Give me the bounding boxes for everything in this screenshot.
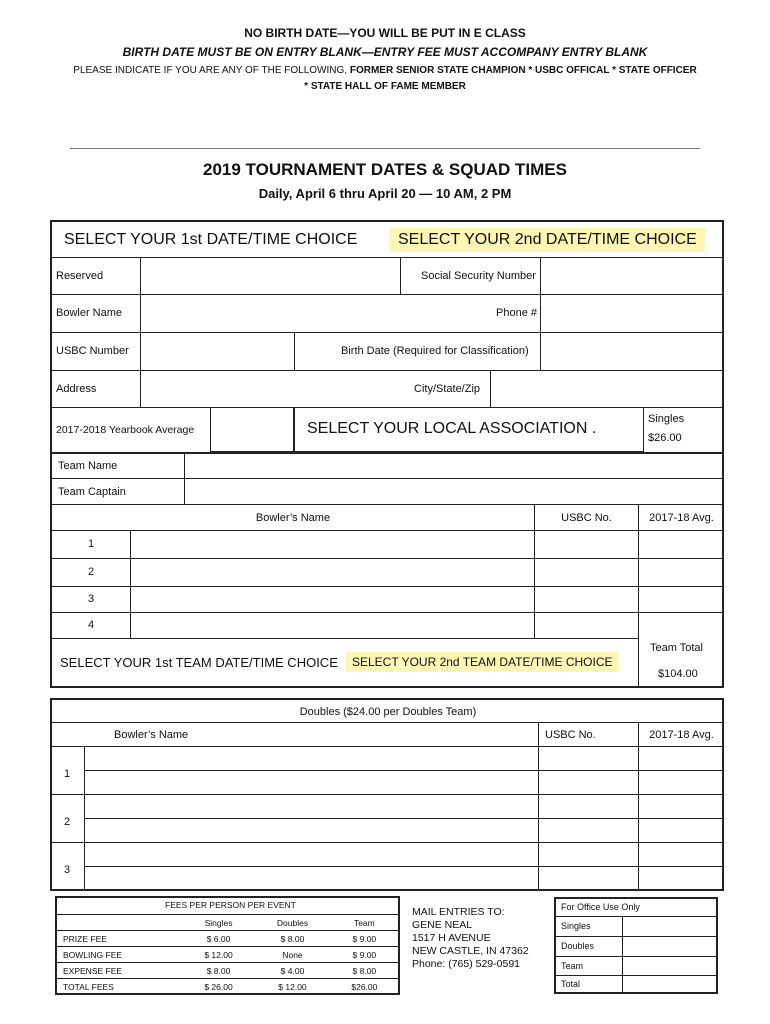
team-form: [50, 452, 724, 688]
bowler-name-label: Bowler Name: [56, 307, 123, 319]
team-row-number: 2: [87, 566, 95, 578]
first-choice-select[interactable]: SELECT YOUR 1st DATE/TIME CHOICE: [64, 231, 358, 248]
singles-fee-label: Singles: [648, 413, 685, 425]
ssn-field[interactable]: [540, 257, 724, 294]
fees-col-header: Singles: [183, 915, 254, 931]
team-first-choice-select[interactable]: SELECT YOUR 1st TEAM DATE/TIME CHOICE: [60, 655, 338, 670]
fees-cell: $ 9.00: [331, 947, 398, 963]
row-divider: [52, 586, 724, 587]
fees-cell: $26.00: [331, 979, 398, 995]
row-divider: [52, 612, 724, 613]
fees-cell: PRIZE FEE: [57, 931, 183, 947]
header-line-3-prefix: PLEASE INDICATE IF YOU ARE ANY OF THE FOLLOWING,: [73, 65, 348, 76]
row-divider: [52, 842, 724, 843]
team-row-number: 1: [87, 538, 95, 550]
row-divider: [556, 916, 718, 917]
mail-entries: [412, 906, 529, 971]
row-divider: [84, 818, 724, 819]
office-row-label: Doubles: [561, 941, 595, 951]
mail-line: MAIL ENTRIES TO:: [412, 906, 505, 918]
header-line-3-bold: FORMER SENIOR STATE CHAMPION * USBC OFFICAL * STATE OFFICER: [349, 65, 697, 76]
header-line-3: [0, 65, 770, 76]
doubles-col-usbc: USBC No.: [538, 722, 638, 746]
fees-row: [57, 979, 398, 995]
singles-form: [50, 220, 724, 454]
row-divider: [556, 956, 718, 957]
doubles-col-bowler-name: Bowler’s Name: [114, 729, 189, 741]
fees-header-row: [57, 915, 398, 931]
row-divider: [52, 558, 724, 559]
doubles-col-avg: 2017-18 Avg.: [638, 722, 724, 746]
office-use-title: For Office Use Only: [561, 902, 640, 912]
doubles-form: [50, 698, 724, 891]
team-second-choice-select[interactable]: SELECT YOUR 2nd TEAM DATE/TIME CHOICE: [346, 652, 619, 672]
reserved-field[interactable]: [140, 257, 400, 294]
team-captain-label: Team Captain: [58, 486, 126, 498]
row-divider: [556, 975, 718, 976]
reserved-label: Reserved: [56, 270, 104, 282]
fees-col-header: Team: [331, 915, 398, 931]
team-captain-field[interactable]: [184, 478, 724, 504]
usbc-number-label: USBC Number: [56, 345, 129, 357]
header-line-1: NO BIRTH DATE—YOU WILL BE PUT IN E CLASS: [244, 26, 526, 40]
row-divider: [52, 794, 724, 795]
yearbook-average-label: 2017-2018 Yearbook Average: [56, 424, 195, 436]
mail-line: NEW CASTLE, IN 47362: [412, 945, 529, 957]
team-name-label: Team Name: [58, 460, 118, 472]
fees-cell: None: [254, 947, 330, 963]
second-choice-select[interactable]: SELECT YOUR 2nd DATE/TIME CHOICE: [390, 228, 705, 252]
fees-row: [57, 931, 398, 947]
doubles-row-number: 1: [64, 768, 71, 780]
divider-rule: [70, 148, 700, 149]
office-row-label: Singles: [561, 921, 591, 931]
team-total-value: $104.00: [658, 668, 698, 680]
fees-cell: $ 8.00: [331, 963, 398, 979]
fees-col-header: [57, 915, 183, 931]
team-row-number: 4: [87, 619, 95, 631]
phone-field[interactable]: [540, 294, 724, 332]
row-divider: [52, 638, 638, 639]
fees-grid: [57, 914, 398, 995]
city-state-zip-field[interactable]: [490, 370, 724, 407]
doubles-row-number: 2: [64, 816, 71, 828]
birth-date-label: Birth Date (Required for Classification): [294, 332, 540, 370]
team-name-field[interactable]: [184, 454, 724, 478]
fees-cell: $ 4.00: [254, 963, 330, 979]
office-row-label: Team: [561, 961, 584, 971]
row-divider: [84, 866, 724, 867]
team-total-divider: [638, 630, 639, 688]
association-select[interactable]: SELECT YOUR LOCAL ASSOCIATION .: [294, 407, 644, 452]
row-divider: [84, 770, 724, 771]
team-usbc-column[interactable]: [534, 530, 535, 638]
yearbook-average-field[interactable]: [210, 407, 294, 452]
fees-table: [55, 896, 400, 995]
header-line-2: BIRTH DATE MUST BE ON ENTRY BLANK—ENTRY FEE MUST ACCOMPANY ENTRY BLANK: [122, 45, 648, 59]
fees-cell: $ 9.00: [331, 931, 398, 947]
team-col-bowler-name: Bowler’s Name: [255, 512, 331, 524]
fees-row: [57, 947, 398, 963]
team-col-avg: 2017-18 Avg.: [638, 504, 724, 530]
mail-line: Phone: (765) 529-0591: [412, 958, 520, 970]
mail-line: GENE NEAL: [412, 919, 473, 931]
office-values-column[interactable]: [622, 916, 623, 994]
fees-cell: $ 6.00: [183, 931, 254, 947]
fees-cell: $ 8.00: [183, 963, 254, 979]
fees-table-header: FEES PER PERSON PER EVENT: [165, 900, 296, 910]
fees-cell: $ 8.00: [254, 931, 330, 947]
row-divider: [556, 936, 718, 937]
team-total-label: Team Total: [650, 642, 703, 654]
fees-cell: TOTAL FEES: [57, 979, 183, 995]
city-state-zip-label: City/State/Zip: [414, 383, 481, 395]
team-avg-column[interactable]: [638, 530, 639, 638]
page-subtitle: Daily, April 6 thru April 20 — 10 AM, 2 PM: [258, 186, 512, 201]
fees-cell: $ 12.00: [183, 947, 254, 963]
row-divider: [52, 746, 724, 747]
row-divider: [52, 530, 724, 531]
birth-date-field[interactable]: [540, 332, 724, 370]
header-line-4: * STATE HALL OF FAME MEMBER: [304, 81, 466, 92]
phone-label: Phone #: [496, 307, 537, 319]
fees-cell: $ 26.00: [183, 979, 254, 995]
fees-cell: EXPENSE FEE: [57, 963, 183, 979]
fees-col-header: Doubles: [254, 915, 330, 931]
fees-cell: $ 12.00: [254, 979, 330, 995]
usbc-number-field[interactable]: [140, 332, 294, 370]
ssn-label: Social Security Number: [400, 257, 540, 294]
team-bowler-name-column[interactable]: [130, 530, 131, 638]
bowler-name-field[interactable]: [140, 294, 540, 332]
page-title: 2019 TOURNAMENT DATES & SQUAD TIMES: [203, 160, 567, 179]
team-row-number: 3: [87, 593, 95, 605]
office-use-box: [554, 897, 718, 994]
doubles-row-number: 3: [64, 864, 71, 876]
mail-line: 1517 H AVENUE: [412, 932, 491, 944]
office-row-label: Total: [561, 979, 581, 989]
fees-row: [57, 963, 398, 979]
singles-fee-value: $26.00: [648, 432, 682, 444]
team-col-usbc: USBC No.: [534, 504, 638, 530]
address-label: Address: [56, 383, 97, 395]
fees-cell: BOWLING FEE: [57, 947, 183, 963]
doubles-title: Doubles ($24.00 per Doubles Team): [299, 706, 477, 718]
